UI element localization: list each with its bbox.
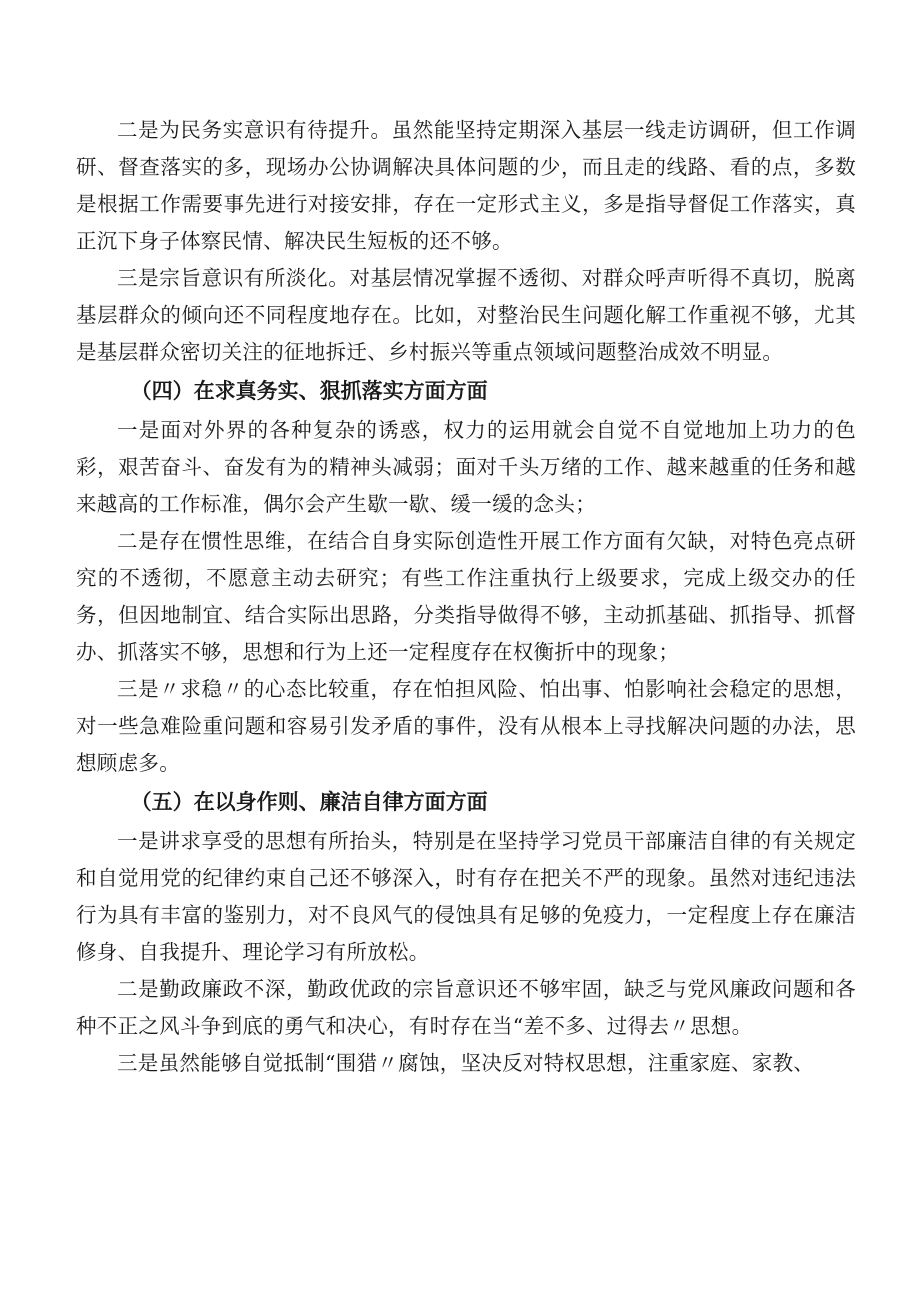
document-page (76, 112, 856, 1082)
paragraph-service-awareness: 二是为民务实意识有待提升。虽然能坚持定期深入基层一线走访调研，但工作调研、督查落实的多，现场办公协调解决具体问题的少，而且走的线路、看的点，多数是根据工作需要事先进行对接安排，存在一定形式主义，多是指导督促工作落实，真正沉下身子体察民情、解决民生短板的还不够。 (76, 118, 856, 253)
paragraph-5-item-2: 二是勤政廉政不深，勤政优政的宗旨意识还不够牢固，缺乏与党风廉政问题和各种不正之风斗争到底的勇气和决心，有时存在当“差不多、过得去〃思想。 (76, 977, 856, 1038)
section-heading-4: （四）在求真务实、狠抓落实方面方面 (130, 379, 488, 403)
paragraph-5-item-1: 一是讲求享受的思想有所抬头，特别是在坚持学习党员干部廉洁自律的有关规定和自觉用党的纪律约束自己还不够深入，时有存在把关不严的现象。虽然对违纪违法行为具有丰富的鉴别力，对不良风气的侵蚀具有足够的免疫力，一定程度上存在廉洁修身、自我提升、理论学习有所放松。 (76, 829, 856, 964)
paragraph-5-item-3: 三是虽然能够自觉抵制“围猎〃腐蚀，坚决反对特权思想，注重家庭、家教、 (117, 1051, 815, 1075)
paragraph-4-item-2: 二是存在惯性思维，在结合自身实际创造性开展工作方面有欠缺，对特色亮点研究的不透彻，不愿意主动去研究；有些工作注重执行上级要求，完成上级交办的任务，但因地制宜、结合实际出思路，分类指导做得不够，主动抓基础、抓指导、抓督办、抓落实不够，思想和行为上还一定程度存在权衡折中的现象； (76, 529, 856, 664)
paragraph-purpose-awareness: 三是宗旨意识有所淡化。对基层情况掌握不透彻、对群众呼声听得不真切，脱离基层群众的倾向还不同程度地存在。比如，对整治民生问题化解工作重视不够，尤其是基层群众密切关注的征地拆迁、乡村振兴等重点领域问题整治成效不明显。 (76, 266, 856, 364)
paragraph-4-item-3: 三是〃求稳〃的心态比较重，存在怕担风险、怕出事、怕影响社会稳定的思想，对一些急难险重问题和容易引发矛盾的事件，没有从根本上寻找解决问题的办法，思想顾虑多。 (76, 677, 856, 775)
section-heading-5: （五）在以身作则、廉洁自律方面方面 (130, 790, 488, 814)
paragraph-4-item-1: 一是面对外界的各种复杂的诱惑，权力的运用就会自觉不自觉地加上功力的色彩，艰苦奋斗、奋发有为的精神头减弱；面对千头万绪的工作、越来越重的任务和越来越高的工作标准，偶尔会产生歇一歇、缓一缓的念头； (76, 418, 856, 516)
